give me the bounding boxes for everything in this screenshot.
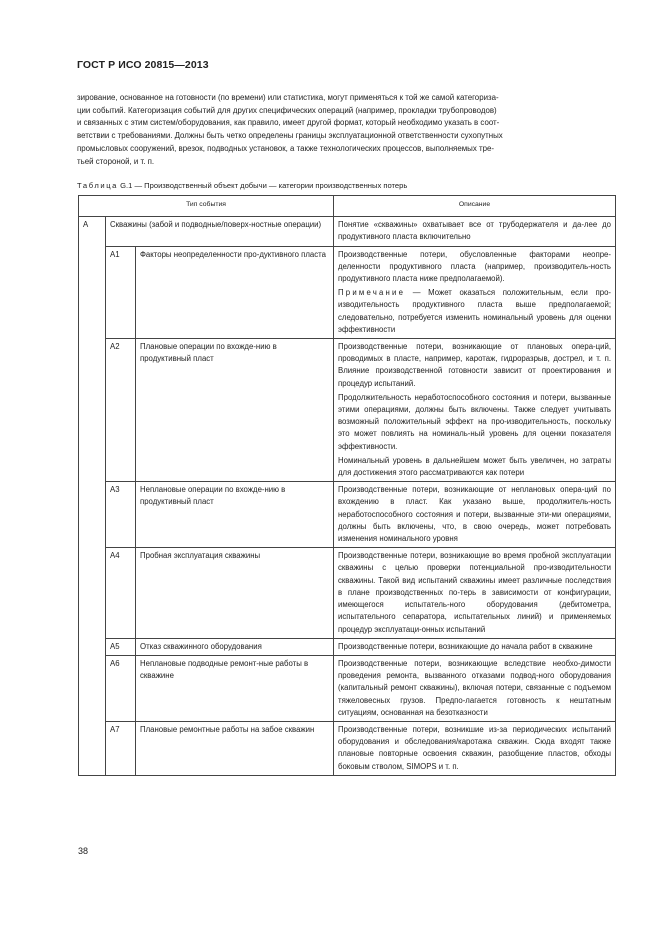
category-name: Скважины (забой и подводные/поверх-ностные операции) xyxy=(106,217,334,246)
table-row xyxy=(79,246,616,338)
col-header-type: Тип события xyxy=(79,196,334,217)
intro-paragraph xyxy=(77,92,615,168)
desc-text: Производственные потери, возникающие до начала работ в скважине xyxy=(338,641,593,651)
table-header-row xyxy=(79,196,616,217)
intro-line: и связанных с этим систем/оборудования, как правило, имеет другой формат, который необходимо указать в соот- xyxy=(77,118,500,128)
intro-line: ции событий. Категоризация событий для других специфических операций (например, прокладки трубопроводов) xyxy=(77,105,497,115)
intro-line: промысловых сооружений, врезок, подводных установок, а также технологических процессов, выполняемых тре- xyxy=(77,143,494,153)
desc-text: Понятие «скважины» охватывает все от трубодержателя и да-лее до продуктивного пласта включительно xyxy=(338,220,611,242)
desc-text: Номинальный уровень в дальнейшем может быть увеличен, но затраты для достижения этого рассматриваются как потери xyxy=(338,455,611,478)
event-name: Факторы неопределенности про-дуктивного пласта xyxy=(136,246,334,338)
page-number: 38 xyxy=(78,846,89,856)
desc-text: Продолжительность неработоспособного состояния и потери, вызванные этими операциями, должны быть включены. Также следует учитывать возможный положительный эффект на про-изводительность, поскольку это может повлиять на номиналь-ный уровень для оценки показателя эффективности. xyxy=(338,392,611,451)
desc-text: Производственные потери, возникающие во время пробной эксплуатации скважины с целью проверки потенциальной про-изводительности скважины. Такой вид испытаний скважины имеет различные последствия в плане производственных по-терь в зависимости от конфигурации, имеющегося испытатель-ного оборудования (дебитометра, испытательного сепаратора, испытательных линий) и применяемых процедур эксплуатаци-онных испытаний xyxy=(338,551,611,634)
event-code: А1 xyxy=(106,246,136,338)
col-header-desc: Описание xyxy=(334,196,616,217)
table-row xyxy=(79,482,616,548)
event-name: Отказ скважинного оборудования xyxy=(136,638,334,655)
event-code: А6 xyxy=(106,655,136,721)
note-label: Примечание xyxy=(338,288,406,298)
event-name: Пробная эксплуатация скважины xyxy=(136,548,334,638)
table-row xyxy=(79,655,616,721)
event-desc xyxy=(334,246,616,338)
category-desc xyxy=(334,217,616,246)
table-row xyxy=(79,339,616,482)
desc-text: Производственные потери, возникающие от плановых опера-ций, проводимых в пласте, например, каротаж, гидроразрыв, дострел, и т. п. Влияние производственной готовности зависит от проектирования и процедур испытаний. xyxy=(338,342,611,388)
desc-text: Производственные потери, возникающие от неплановых опера-ций по вхождению в пласт. Как указано выше, продолжитель-ность неработоспособного состояния и потери, вызванные эти-ми операциями, должны быть включены, что, в свою очередь, может потребовать изменения номинального уровня xyxy=(338,485,611,544)
note-text: — Может оказаться положительным, если про-изводительность продуктивного пласта выше предполагаемой; следовательно, потребуется изменить номинальный уровень для оценки эффективности xyxy=(338,288,611,334)
event-code: А3 xyxy=(106,482,136,548)
desc-note xyxy=(338,287,611,336)
event-desc xyxy=(334,339,616,482)
document-header: ГОСТ Р ИСО 20815—2013 xyxy=(77,59,209,71)
desc-text: Производственные потери, возникающие вследствие необхо-димости проведения ремонта, вызванного отказами подвод-ного оборудования (капитальный ремонт скважины), включая потери, связанные с подъемом тяжеловесных грузов. Предпо-лагается готовность к нештатным ситуациям, основанная на безотказности xyxy=(338,658,611,717)
table-row xyxy=(79,721,616,775)
event-name: Неплановые операции по вхожде-нию в продуктивный пласт xyxy=(136,482,334,548)
category-code: А xyxy=(79,217,106,776)
intro-line: зирование, основанное на готовности (по времени) или статистика, могут применяться к той же самой категориза- xyxy=(77,93,499,102)
table-row xyxy=(79,548,616,638)
intro-line: тьей стороной, и т. п. xyxy=(77,156,155,166)
event-code: А5 xyxy=(106,638,136,655)
intro-line: ветствии с требованиями. Должны быть четко определены границы эксплуатационной ответственности сухопутных xyxy=(77,131,503,141)
event-desc xyxy=(334,655,616,721)
event-desc xyxy=(334,721,616,775)
desc-text: Производственные потери, возникшие из-за периодических испытаний оборудования и обследования/каротажа скважин. Сюда входят также плановые повторные освоения скважин, разобщение пластов, обходы боковым стволом, SIMOPS и т. п. xyxy=(338,724,611,771)
table-row-category xyxy=(79,217,616,246)
event-desc xyxy=(334,638,616,655)
event-desc xyxy=(334,548,616,638)
event-code: А2 xyxy=(106,339,136,482)
losses-table xyxy=(78,195,616,776)
table-caption xyxy=(77,181,407,190)
event-code: А4 xyxy=(106,548,136,638)
event-name: Плановые операции по вхожде-нию в продуктивный пласт xyxy=(136,339,334,482)
table-caption-text: G.1 — Производственный объект добычи — категории производственных потерь xyxy=(120,181,408,190)
table-row xyxy=(79,638,616,655)
event-code: А7 xyxy=(106,721,136,775)
desc-text: Производственные потери, обусловленные факторами неопре-деленности продуктивного пласта (например, производитель-ность продуктивного пласта ниже предполагаемой). xyxy=(338,249,611,284)
event-desc xyxy=(334,482,616,548)
table-caption-label: Таблица xyxy=(77,181,118,190)
event-name: Неплановые подводные ремонт-ные работы в скважине xyxy=(136,655,334,721)
event-name: Плановые ремонтные работы на забое скважин xyxy=(136,721,334,775)
